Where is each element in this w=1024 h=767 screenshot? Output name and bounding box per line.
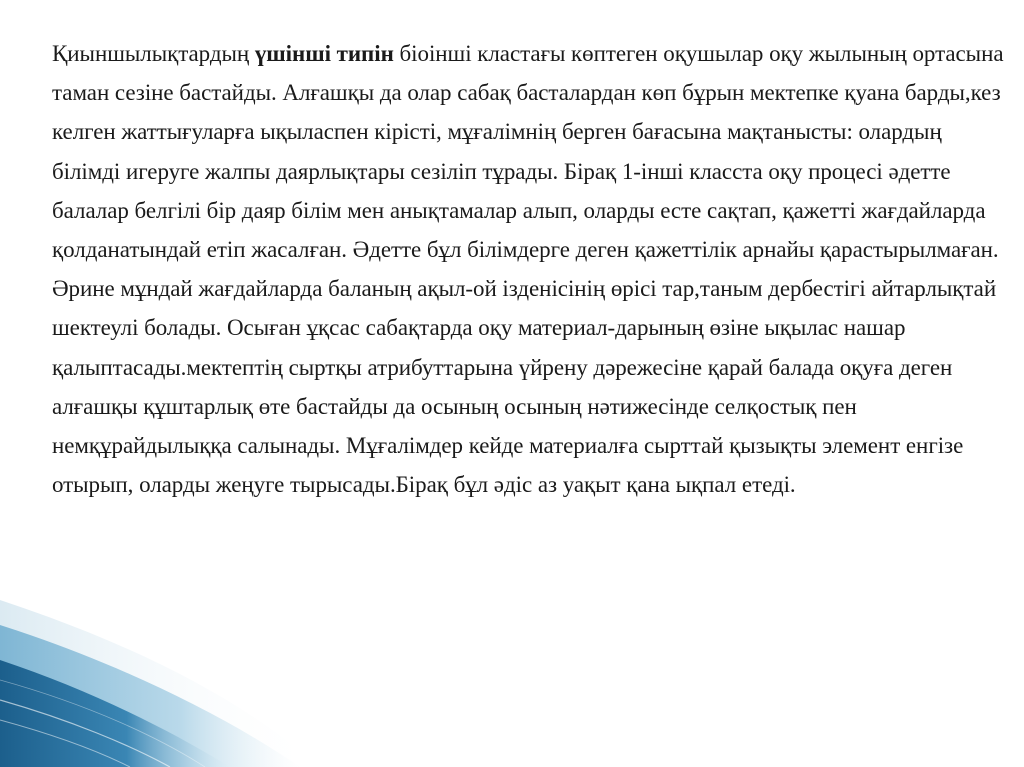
paragraph-emphasis: үшінші типін	[254, 41, 394, 66]
paragraph-rest: біоінші кластағы көптеген оқушылар оқу жылының ортасына таман сезіне бастайды. Алғашқы да олар сабақ басталардан көп бұрын мектепке қуана барды,кез келген жаттығуларға ықыласпен кірісті, мұғалімнің берген бағасына мақтанысты: олардың білімді игеруге жалпы даярлықтары сезіліп тұрады. Бірақ 1-інші класста оқу процесі әдетте балалар белгілі бір даяр білім мен анықтамалар алып, оларды есте сақтап, қажетті жағдайларда қолданатындай етіп жасалған. Әдетте бұл білімдерге деген қажеттілік арнайы қарастырылмаған. Әрине мұндай жағдайларда баланың ақыл-ой ізденісінің өрісі тар,таным дербестігі айтарлықтай шектеулі болады. Осыған ұқсас сабақтарда оқу материал-дарының өзіне ықылас нашар қалыптасады.мектептің сыртқы атрибуттарына үйрену дәрежесіне қарай балада оқуға деген алғашқы құштарлық өте бастайды да осының осының нәтижесінде селқостық пен немқұрайдылыққа салынады. Мұғалімдер кейде материалға сырттай қызықты элемент енгізе отырып, оларды жеңуге тырысады.Бірақ бұл әдіс аз уақыт қана ықпал етеді.	[52, 41, 1004, 498]
paragraph-lead: Қиыншылықтардың	[52, 41, 255, 66]
body-paragraph	[52, 34, 1012, 504]
